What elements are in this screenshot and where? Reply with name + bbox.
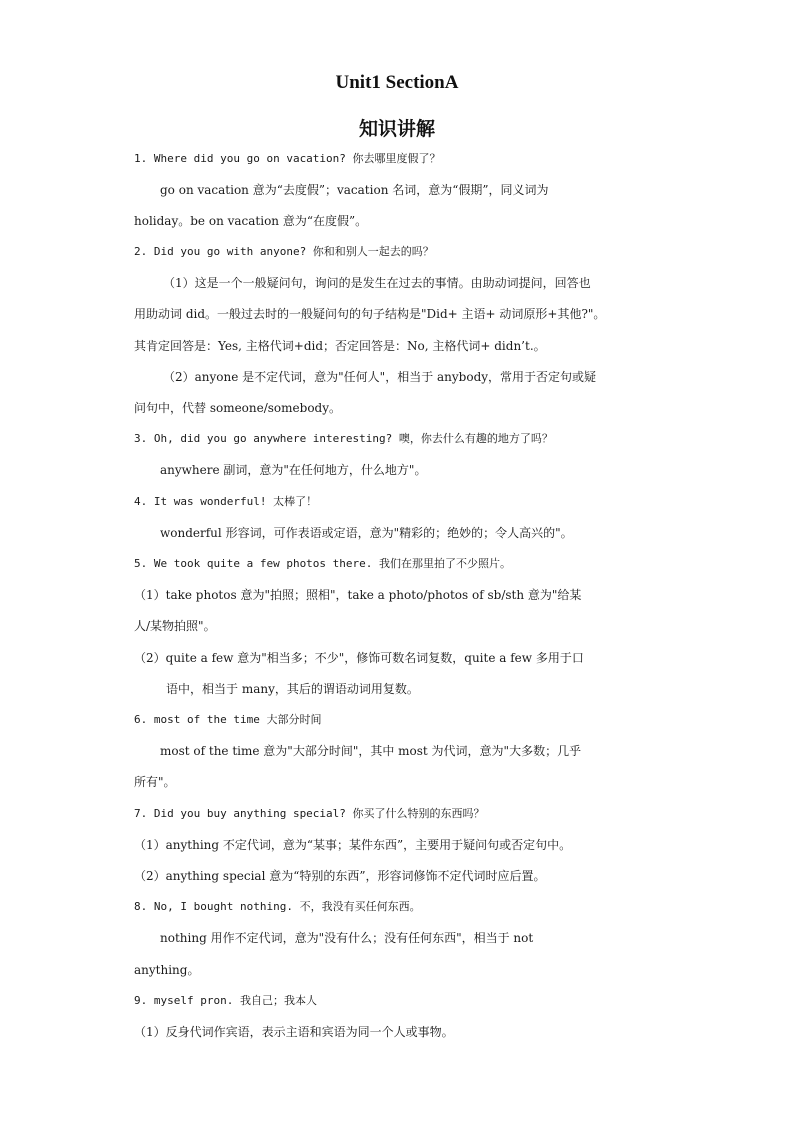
item-7-heading: 7. Did you buy anything special? 你买了什么特别的东西吗？ bbox=[134, 807, 485, 820]
item-3-heading: 3. Oh, did you go anywhere interesting? 噢，你去什么有趣的地方了吗？ bbox=[134, 432, 553, 445]
item-4-heading: 4. It was wonderful! 太棒了！ bbox=[134, 495, 318, 508]
item-6-heading: 6. most of the time 大部分时间 bbox=[134, 713, 322, 726]
item-8-heading: 8. No, I bought nothing. 不，我没有买任何东西。 bbox=[134, 900, 421, 913]
item-2-text: （2）anyone 是不定代词，意为"任何人"，相当于 anybody，常用于否定句或疑 bbox=[163, 370, 597, 384]
item-2-text: 其肯定回答是：Yes, 主格代词+did；否定回答是：No, 主格代词+ didn’t.。 bbox=[134, 339, 546, 353]
item-5-text: 人/某物拍照"。 bbox=[134, 619, 216, 633]
item-5-text: （2）quite a few 意为"相当多；不少"，修饰可数名词复数，quite a few 多用于口 bbox=[134, 651, 584, 665]
page-title: Unit1 SectionA bbox=[335, 72, 459, 93]
item-6-text: most of the time 意为"大部分时间"，其中 most 为代词，意为"大多数；几乎 bbox=[160, 744, 582, 758]
item-1-text: go on vacation 意为“去度假”；vacation 名词，意为“假期”，同义词为 bbox=[160, 183, 549, 197]
item-7-text: （2）anything special 意为“特别的东西”，形容词修饰不定代词时应后置。 bbox=[134, 869, 546, 883]
item-6-text: 所有"。 bbox=[134, 775, 176, 789]
item-1-heading: 1. Where did you go on vacation? 你去哪里度假了？ bbox=[134, 152, 441, 165]
item-1-text: holiday。be on vacation 意为“在度假”。 bbox=[134, 214, 368, 228]
item-9-heading: 9. myself pron. 我自己；我本人 bbox=[134, 994, 317, 1007]
item-2-heading: 2. Did you go with anyone? 你和和别人一起去的吗？ bbox=[134, 245, 434, 258]
item-2-text: （1）这是一个一般疑问句，询问的是发生在过去的事情。由助动词提问，回答也 bbox=[163, 276, 591, 290]
item-8-text: anything。 bbox=[134, 963, 200, 977]
item-3-text: anywhere 副词，意为"在任何地方，什么地方"。 bbox=[160, 463, 427, 477]
item-4-text: wonderful 形容词，可作表语或定语，意为"精彩的；绝妙的；令人高兴的"。 bbox=[160, 526, 573, 540]
item-5-text: （1）take photos 意为"拍照；照相"，take a photo/photos of sb/sth 意为"给某 bbox=[134, 588, 582, 602]
item-8-text: nothing 用作不定代词，意为"没有什么；没有任何东西"，相当于 not bbox=[160, 931, 534, 945]
item-5-text: 语中，相当于 many，其后的谓语动词用复数。 bbox=[166, 682, 419, 696]
item-2-text: 用助动词 did。一般过去时的一般疑问句的句子结构是"Did+ 主语+ 动词原形+其他?"。 bbox=[134, 307, 606, 321]
item-2-text: 问句中，代替 someone/somebody。 bbox=[134, 401, 342, 415]
item-5-heading: 5. We took quite a few photos there. 我们在那里拍了不少照片。 bbox=[134, 557, 512, 570]
section-heading: 知识讲解 bbox=[358, 119, 435, 140]
item-9-text: （1）反身代词作宾语，表示主语和宾语为同一个人或事物。 bbox=[134, 1025, 454, 1039]
item-7-text: （1）anything 不定代词，意为“某事；某件东西”，主要用于疑问句或否定句中。 bbox=[134, 838, 572, 852]
